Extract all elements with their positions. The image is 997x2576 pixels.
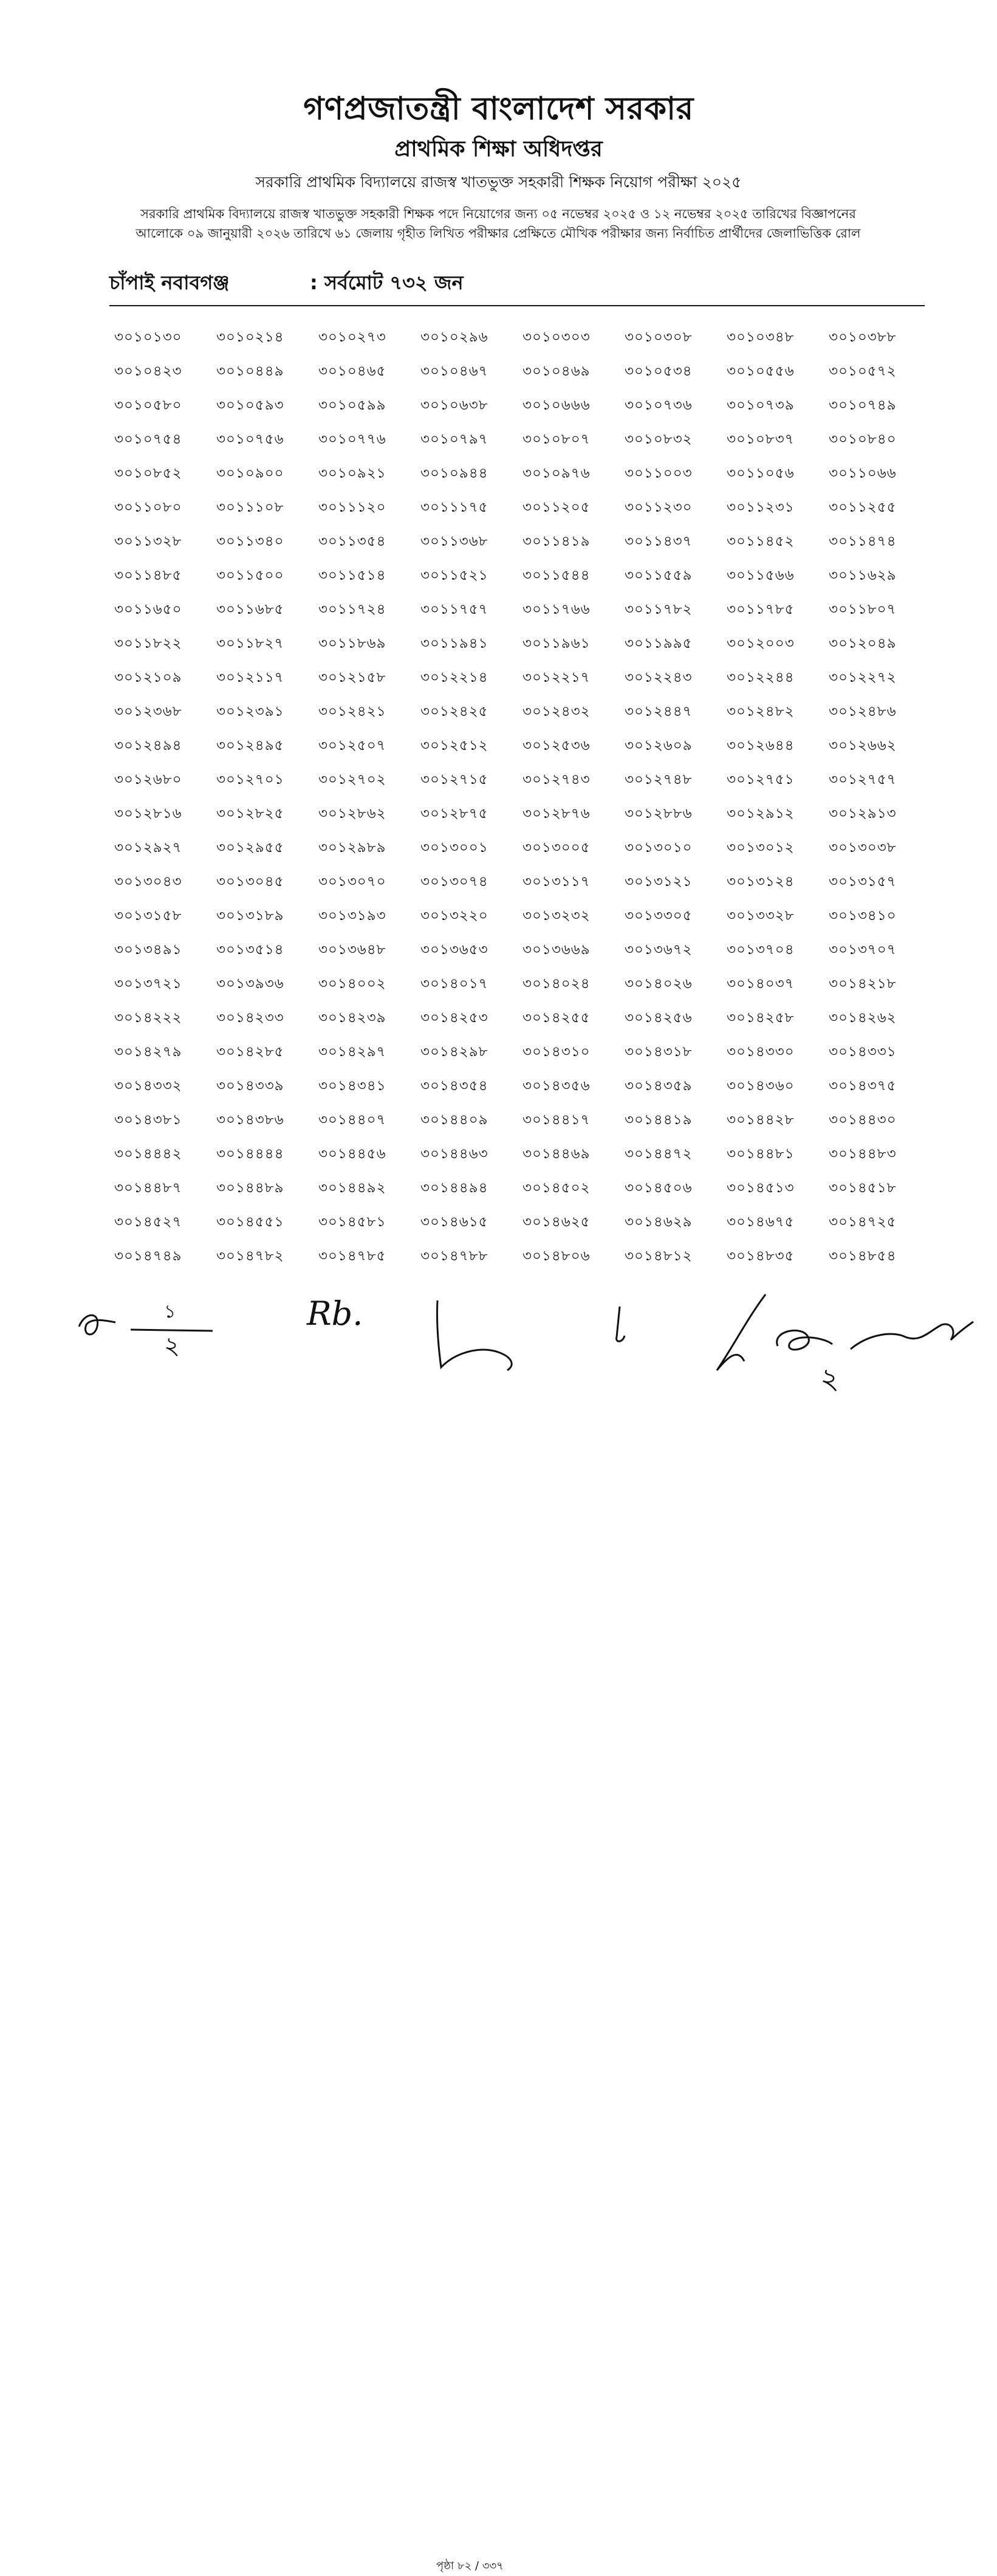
roll-number: ৩০১৪০১৭	[420, 976, 488, 992]
exam-title: সরকারি প্রাথমিক বিদ্যালয়ে রাজস্ব খাতভুক্ত সহকারী শিক্ষক নিয়োগ পরীক্ষা ২০২৫	[255, 173, 742, 191]
roll-number: ৩০১৪৪০৭	[318, 1112, 386, 1128]
roll-number: ৩০১২১০৯	[114, 670, 182, 685]
roll-number: ৩০১৪২৮৫	[216, 1044, 284, 1060]
roll-number: ৩০১২৫০৭	[318, 738, 386, 754]
roll-number: ৩০১৪৬৭৫	[727, 1214, 795, 1230]
roll-number: ৩০১১৮০৭	[829, 602, 897, 617]
district-name: চাঁপাই নবাবগঞ্জ	[109, 271, 230, 294]
roll-number: ৩০১২৭১৫	[420, 772, 488, 788]
roll-number: ৩০১১৪১৯	[522, 534, 591, 549]
roll-number: ৩০১০৪৬৭	[420, 363, 488, 379]
roll-number: ৩০১৪৪৯২	[318, 1180, 386, 1196]
roll-number: ৩০১৪০০২	[318, 976, 386, 992]
roll-number: ৩০১২৩৯১	[216, 704, 284, 720]
roll-number: ৩০১৪৪৮১	[727, 1146, 795, 1162]
roll-number: ৩০১২৯১২	[727, 806, 795, 822]
roll-number: ৩০১০৮০৭	[522, 431, 591, 447]
roll-number: ৩০১২৪৮২	[727, 704, 795, 720]
roll-number: ৩০১৪৬১৫	[420, 1214, 488, 1230]
roll-number: ৩০১৪২৯৮	[420, 1044, 488, 1060]
roll-number: ৩০১০৭৫৪	[114, 431, 182, 447]
roll-number: ৩০১৪৫৮১	[318, 1214, 386, 1230]
roll-number: ৩০১৪২৫৮	[727, 1010, 795, 1026]
roll-number: ৩০১১৯৪১	[420, 636, 488, 651]
signature-4	[601, 1300, 638, 1349]
roll-number: ৩০১০৯০০	[216, 465, 284, 481]
roll-number: ৩০১২১১৭	[216, 670, 284, 685]
roll-number: ৩০১২৬৪৪	[727, 738, 795, 754]
roll-number: ৩০১২০০৩	[727, 636, 795, 651]
roll-number: ৩০১৩১৯৩	[318, 908, 386, 924]
roll-number: ৩০১১৩৫৪	[318, 534, 386, 549]
roll-number: ৩০১২৪৯৫	[216, 738, 284, 754]
roll-number: ৩০১৪৫২৭	[114, 1214, 182, 1230]
roll-number: ৩০১২৯২৭	[114, 840, 182, 856]
roll-number: ৩০১২২৭২	[829, 670, 897, 685]
roll-number: ৩০১৪৪০৯	[420, 1112, 488, 1128]
roll-number: ৩০১২৪৮৬	[829, 704, 897, 720]
roll-number: ৩০১১৩২৮	[114, 534, 182, 549]
roll-number: ৩০১১৯৬১	[522, 636, 591, 651]
roll-number: ৩০১৪৪৬৩	[420, 1146, 488, 1162]
roll-number: ৩০১৪৩৬০	[727, 1078, 795, 1094]
roll-number: ৩০১৪৮০৬	[522, 1248, 591, 1264]
roll-number: ৩০১০৬৬৬	[522, 397, 591, 413]
roll-number: ৩০১০৪৪৯	[216, 363, 284, 379]
roll-number: ৩০১৩০৪৩	[114, 874, 182, 890]
roll-number: ৩০১৪৩৩১	[829, 1044, 897, 1060]
roll-number: ৩০১৩৩০৫	[625, 908, 693, 924]
roll-number: ৩০১৪৪১৯	[625, 1112, 693, 1128]
roll-number: ৩০১২৪২১	[318, 704, 386, 720]
roll-number: ৩০১৩০১০	[625, 840, 693, 856]
roll-number: ৩০১২৭৫১	[727, 772, 795, 788]
roll-number: ৩০১০৩৮৮	[829, 329, 897, 345]
roll-number: ৩০১৪৩৩২	[114, 1078, 182, 1094]
roll-number: ৩০১৪৪১৭	[522, 1112, 591, 1128]
roll-number: ৩০১৪২১৮	[829, 976, 897, 992]
roll-number: ৩০১১১০৮	[216, 500, 284, 515]
roll-number: ৩০১৪২৬২	[829, 1010, 897, 1026]
roll-number: ৩০১৪৩৭৫	[829, 1078, 897, 1094]
roll-number: ৩০১০৪২৩	[114, 363, 182, 379]
roll-number: ৩০১২৪২৫	[420, 704, 488, 720]
roll-number: ৩০১১০৫৬	[727, 465, 795, 481]
roll-number: ৩০১২৭৪৮	[625, 772, 693, 788]
roll-number: ৩০১৪৭৮৮	[420, 1248, 488, 1264]
roll-number: ৩০১৩৩২৮	[727, 908, 795, 924]
roll-number: ৩০১২৬৬২	[829, 738, 897, 754]
roll-number: ৩০১৩০৪৫	[216, 874, 284, 890]
roll-number: ৩০১৪৫০৬	[625, 1180, 693, 1196]
roll-number: ৩০১০২৭৩	[318, 329, 386, 345]
roll-number: ৩০১২৭৫৭	[829, 772, 897, 788]
roll-number-grid	[114, 326, 916, 1279]
district-total: : সর্বমোট ৭৩২ জন	[310, 271, 464, 294]
roll-number: ৩০১৩১১৭	[522, 874, 591, 890]
roll-number: ৩০১৩০৭৪	[420, 874, 488, 890]
signature-fraction-bottom: ২	[164, 1332, 180, 1360]
roll-number: ৩০১৩৭০৭	[829, 942, 897, 958]
roll-number: ৩০১২১৫৮	[318, 670, 386, 685]
roll-number: ৩০১২৯১৩	[829, 806, 897, 822]
roll-number: ৩০১১০০৩	[625, 465, 693, 481]
roll-number: ৩০১৪৩৪১	[318, 1078, 386, 1094]
govt-title: গণপ্রজাতন্ত্রী বাংলাদেশ সরকার	[303, 91, 694, 127]
roll-number: ৩০১১৪৭৪	[829, 534, 897, 549]
roll-number: ৩০১৪০৩৭	[727, 976, 795, 992]
roll-number: ৩০১২৮৭৫	[420, 806, 488, 822]
roll-number: ৩০১২৮৬২	[318, 806, 386, 822]
roll-number: ৩০১৪৮৫৪	[829, 1248, 897, 1264]
roll-number: ৩০১২৪৪৭	[625, 704, 693, 720]
roll-number: ৩০১৩৪৯১	[114, 942, 182, 958]
roll-number: ৩০১৪২৯৭	[318, 1044, 386, 1060]
notice-line-1: সরকারি প্রাথমিক বিদ্যালয়ে রাজস্ব খাতভুক্ত সহকারী শিক্ষক পদে নিয়োগের জন্য ০৫ নভেম্বর ২০২৫ ও ১২ নভেম্বর ২০২৫ তারিখের বিজ্ঞাপনের	[140, 207, 856, 221]
roll-number: ৩০১৪২২২	[114, 1010, 182, 1026]
roll-number: ৩০১৪৮৩৫	[727, 1248, 795, 1264]
roll-number: ৩০১১০৮০	[114, 500, 182, 515]
roll-number: ৩০১৪৭৮৫	[318, 1248, 386, 1264]
roll-number: ৩০১৪৫১৩	[727, 1180, 795, 1196]
roll-number: ৩০১০৯২১	[318, 465, 386, 481]
signature-1	[73, 1293, 219, 1360]
roll-number: ৩০১৪৫১৮	[829, 1180, 897, 1196]
signature-5	[711, 1288, 978, 1395]
roll-number: ৩০১২২১৪	[420, 670, 488, 685]
roll-number: ৩০১২৯৫৫	[216, 840, 284, 856]
roll-number: ৩০১৪৩৩৯	[216, 1078, 284, 1094]
roll-number: ৩০১০৭৭৬	[318, 431, 386, 447]
roll-number: ৩০১৪২৫৩	[420, 1010, 488, 1026]
roll-number: ৩০১৩০০৫	[522, 840, 591, 856]
roll-number: ৩০১৩২৩২	[522, 908, 591, 924]
roll-number: ৩০১৪৭৪৯	[114, 1248, 182, 1264]
roll-number: ৩০১১৫৬৬	[727, 568, 795, 583]
notice-description	[91, 204, 905, 243]
roll-number: ৩০১১৮২২	[114, 636, 182, 651]
roll-number: ৩০১০৪৬৫	[318, 363, 386, 379]
roll-number: ৩০১১২৩০	[625, 500, 693, 515]
roll-number: ৩০১৪৬২৯	[625, 1214, 693, 1230]
roll-number: ৩০১২৮১৬	[114, 806, 182, 822]
roll-number: ৩০১০২৯৬	[420, 329, 488, 345]
roll-number: ৩০১৩১৫৮	[114, 908, 182, 924]
roll-number: ৩০১২২৪৩	[625, 670, 693, 685]
roll-number: ৩০১৪৫০২	[522, 1180, 591, 1196]
roll-number: ৩০১১৭৮৫	[727, 602, 795, 617]
signature-mark: ২	[820, 1362, 840, 1395]
page-number: পৃষ্ঠা ৮২ / ৩৩৭	[436, 2560, 504, 2572]
roll-number: ৩০১১৫২১	[420, 568, 488, 583]
roll-number: ৩০১৩১৮৯	[216, 908, 284, 924]
roll-number: ৩০১৪৪৬৯	[522, 1146, 591, 1162]
roll-number: ৩০১১৫৫৯	[625, 568, 693, 583]
roll-number: ৩০১৪৩১৮	[625, 1044, 693, 1060]
roll-number: ৩০১১৮২৭	[216, 636, 284, 651]
roll-number: ৩০১৪৮১২	[625, 1248, 693, 1264]
roll-number: ৩০১১৭৬৬	[522, 602, 591, 617]
roll-number: ৩০১২৮৭৬	[522, 806, 591, 822]
roll-number: ৩০১২২৪৪	[727, 670, 795, 685]
roll-number: ৩০১০৭৫৬	[216, 431, 284, 447]
roll-number: ৩০১৪৪৮৭	[114, 1180, 182, 1196]
roll-number: ৩০১৩০১২	[727, 840, 795, 856]
roll-number: ৩০১৩৬৬৯	[522, 942, 591, 958]
roll-number: ৩০১১৩৪০	[216, 534, 284, 549]
roll-number: ৩০১২৭৪৩	[522, 772, 591, 788]
roll-number: ৩০১৩১৫৭	[829, 874, 897, 890]
roll-number: ৩০১০৬৩৮	[420, 397, 488, 413]
roll-number: ৩০১১৩৬৮	[420, 534, 488, 549]
roll-number: ৩০১০৮৪০	[829, 431, 897, 447]
roll-number: ৩০১৪৩১০	[522, 1044, 591, 1060]
roll-number: ৩০১০৫৫৬	[727, 363, 795, 379]
roll-number: ৩০১০১৩০	[114, 329, 182, 345]
roll-number: ৩০১০৩০৩	[522, 329, 591, 345]
roll-number: ৩০১০৫৮০	[114, 397, 182, 413]
roll-number: ৩০১৪৩৫৪	[420, 1078, 488, 1094]
roll-number: ৩০১৪৩৮১	[114, 1112, 182, 1128]
roll-number: ৩০১১৮৬৯	[318, 636, 386, 651]
signature-area	[0, 1276, 997, 2572]
district-header	[109, 267, 923, 294]
roll-number: ৩০১৩৯৩৬	[216, 976, 284, 992]
roll-number: ৩০১১৬৫০	[114, 602, 182, 617]
roll-number: ৩০১৪৪৪৪	[216, 1146, 284, 1162]
roll-number: ৩০১৪৪৯৪	[420, 1180, 488, 1196]
roll-number: ৩০১৪৩৫৯	[625, 1078, 693, 1094]
roll-number: ৩০১০৭৯৭	[420, 431, 488, 447]
roll-number: ৩০১১৪৫২	[727, 534, 795, 549]
roll-number: ৩০১৪৩৮৬	[216, 1112, 284, 1128]
directorate-title: প্রাথমিক শিক্ষা অধিদপ্তর	[394, 137, 603, 162]
roll-number: ৩০১১৯৯৫	[625, 636, 693, 651]
roll-number: ৩০১৪৪৩০	[829, 1112, 897, 1128]
roll-number: ৩০১৩৬৭২	[625, 942, 693, 958]
notice-line-2: আলোকে ০৯ জানুয়ারী ২০২৬ তারিখে ৬১ জেলায় গৃহীত লিখিত পরীক্ষার প্রেক্ষিতে মৌখিক পরীক্ষার জন্য নির্বাচিত প্রার্থীদের জেলাভিত্তিক রোল	[135, 226, 861, 241]
roll-number: ৩০১০৫৭২	[829, 363, 897, 379]
roll-number: ৩০১০৯৭৬	[522, 465, 591, 481]
roll-number: ৩০১২৭০১	[216, 772, 284, 788]
roll-number: ৩০১৪০২৪	[522, 976, 591, 992]
roll-number: ৩০১২৫১২	[420, 738, 488, 754]
roll-number: ৩০১০৫৯৯	[318, 397, 386, 413]
roll-number: ৩০১৩৭০৪	[727, 942, 795, 958]
roll-number: ৩০১১৫৪৪	[522, 568, 591, 583]
roll-number: ৩০১২৯৮৯	[318, 840, 386, 856]
roll-number: ৩০১২৪৯৪	[114, 738, 182, 754]
roll-number: ৩০১৪৫৫১	[216, 1214, 284, 1230]
roll-number: ৩০১৪২৩৩	[216, 1010, 284, 1026]
roll-number: ৩০১৪২৩৯	[318, 1010, 386, 1026]
roll-number: ৩০১১৭৫৭	[420, 602, 488, 617]
roll-number: ৩০১১৪৮৫	[114, 568, 182, 583]
roll-number: ৩০১৪৪৫৬	[318, 1146, 386, 1162]
roll-number: ৩০১১৫১৪	[318, 568, 386, 583]
roll-number: ৩০১০৯৪৪	[420, 465, 488, 481]
roll-number: ৩০১০৮৩৭	[727, 431, 795, 447]
roll-number: ৩০১১৬৮৫	[216, 602, 284, 617]
roll-number: ৩০১০৭৩৯	[727, 397, 795, 413]
roll-number: ৩০১১০৬৬	[829, 465, 897, 481]
roll-number: ৩০১৩১২১	[625, 874, 693, 890]
roll-number: ৩০১৪৩৫৬	[522, 1078, 591, 1094]
roll-number: ৩০১০২১৪	[216, 329, 284, 345]
roll-number: ৩০১৪৭৮২	[216, 1248, 284, 1264]
header-divider	[109, 305, 925, 306]
roll-number: ৩০১১৫০০	[216, 568, 284, 583]
roll-number: ৩০১১১২০	[318, 500, 386, 515]
roll-number: ৩০১২৪৩২	[522, 704, 591, 720]
signature-initials: Rb.	[307, 1294, 363, 1333]
roll-number: ৩০১৪২৫৫	[522, 1010, 591, 1026]
signature-2	[304, 1288, 377, 1337]
roll-number: ৩০১১২৫৫	[829, 500, 897, 515]
roll-number: ৩০১০৮৩২	[625, 431, 693, 447]
roll-number: ৩০১৩৪১০	[829, 908, 897, 924]
roll-number: ৩০১৪৪৮৩	[829, 1146, 897, 1162]
roll-number: ৩০১৪২৫৬	[625, 1010, 693, 1026]
roll-number: ৩০১৪৪৭২	[625, 1146, 693, 1162]
roll-number: ৩০১৩৫১৪	[216, 942, 284, 958]
roll-number: ৩০১৩০৩৮	[829, 840, 897, 856]
roll-number: ৩০১০৩০৮	[625, 329, 693, 345]
roll-number: ৩০১০৭৩৬	[625, 397, 693, 413]
roll-number: ৩০১১৭২৪	[318, 602, 386, 617]
roll-number: ৩০১২৮৮৬	[625, 806, 693, 822]
roll-number: ৩০১০৭৪৯	[829, 397, 897, 413]
roll-number: ৩০১০৫৩৪	[625, 363, 693, 379]
roll-number: ৩০১১৬২৯	[829, 568, 897, 583]
roll-number: ৩০১১১৭৫	[420, 500, 488, 515]
roll-number: ৩০১৩০৭০	[318, 874, 386, 890]
roll-number: ৩০১৪২৭৯	[114, 1044, 182, 1060]
roll-number: ৩০১৪৪২৮	[727, 1112, 795, 1128]
roll-number: ৩০১৪৬২৫	[522, 1214, 591, 1230]
roll-number: ৩০১০৫৯৩	[216, 397, 284, 413]
roll-number: ৩০১২৭০২	[318, 772, 386, 788]
roll-number: ৩০১১৭৮২	[625, 602, 693, 617]
roll-number: ৩০১০৪৬৯	[522, 363, 591, 379]
roll-number: ৩০১২০৪৯	[829, 636, 897, 651]
signature-3	[425, 1294, 547, 1379]
roll-number: ৩০১২৩৬৮	[114, 704, 182, 720]
roll-number: ৩০১৩০০১	[420, 840, 488, 856]
roll-number: ৩০১২৬০৯	[625, 738, 693, 754]
roll-number: ৩০১২২১৭	[522, 670, 591, 685]
roll-number: ৩০১০৩৪৮	[727, 329, 795, 345]
roll-number: ৩০১১২০৫	[522, 500, 591, 515]
roll-number: ৩০১৪০২৬	[625, 976, 693, 992]
roll-number: ৩০১০৮৫২	[114, 465, 182, 481]
roll-number: ৩০১১২৩১	[727, 500, 795, 515]
roll-number: ৩০১৪৭২৫	[829, 1214, 897, 1230]
roll-number: ৩০১৩২২০	[420, 908, 488, 924]
roll-number: ৩০১৩৬৪৮	[318, 942, 386, 958]
roll-number: ৩০১২৬৮০	[114, 772, 182, 788]
roll-number: ৩০১৩৬৫৩	[420, 942, 488, 958]
signature-fraction-top: ১	[164, 1301, 176, 1322]
roll-number: ৩০১৪৩৩০	[727, 1044, 795, 1060]
roll-number: ৩০১২৫৩৬	[522, 738, 591, 754]
roll-number: ৩০১৩১২৪	[727, 874, 795, 890]
roll-number: ৩০১৪৪৮৯	[216, 1180, 284, 1196]
roll-number: ৩০১৪৪৪২	[114, 1146, 182, 1162]
roll-number: ৩০১৩৭২১	[114, 976, 182, 992]
roll-number: ৩০১১৪৩৭	[625, 534, 693, 549]
roll-number: ৩০১২৮২৫	[216, 806, 284, 822]
